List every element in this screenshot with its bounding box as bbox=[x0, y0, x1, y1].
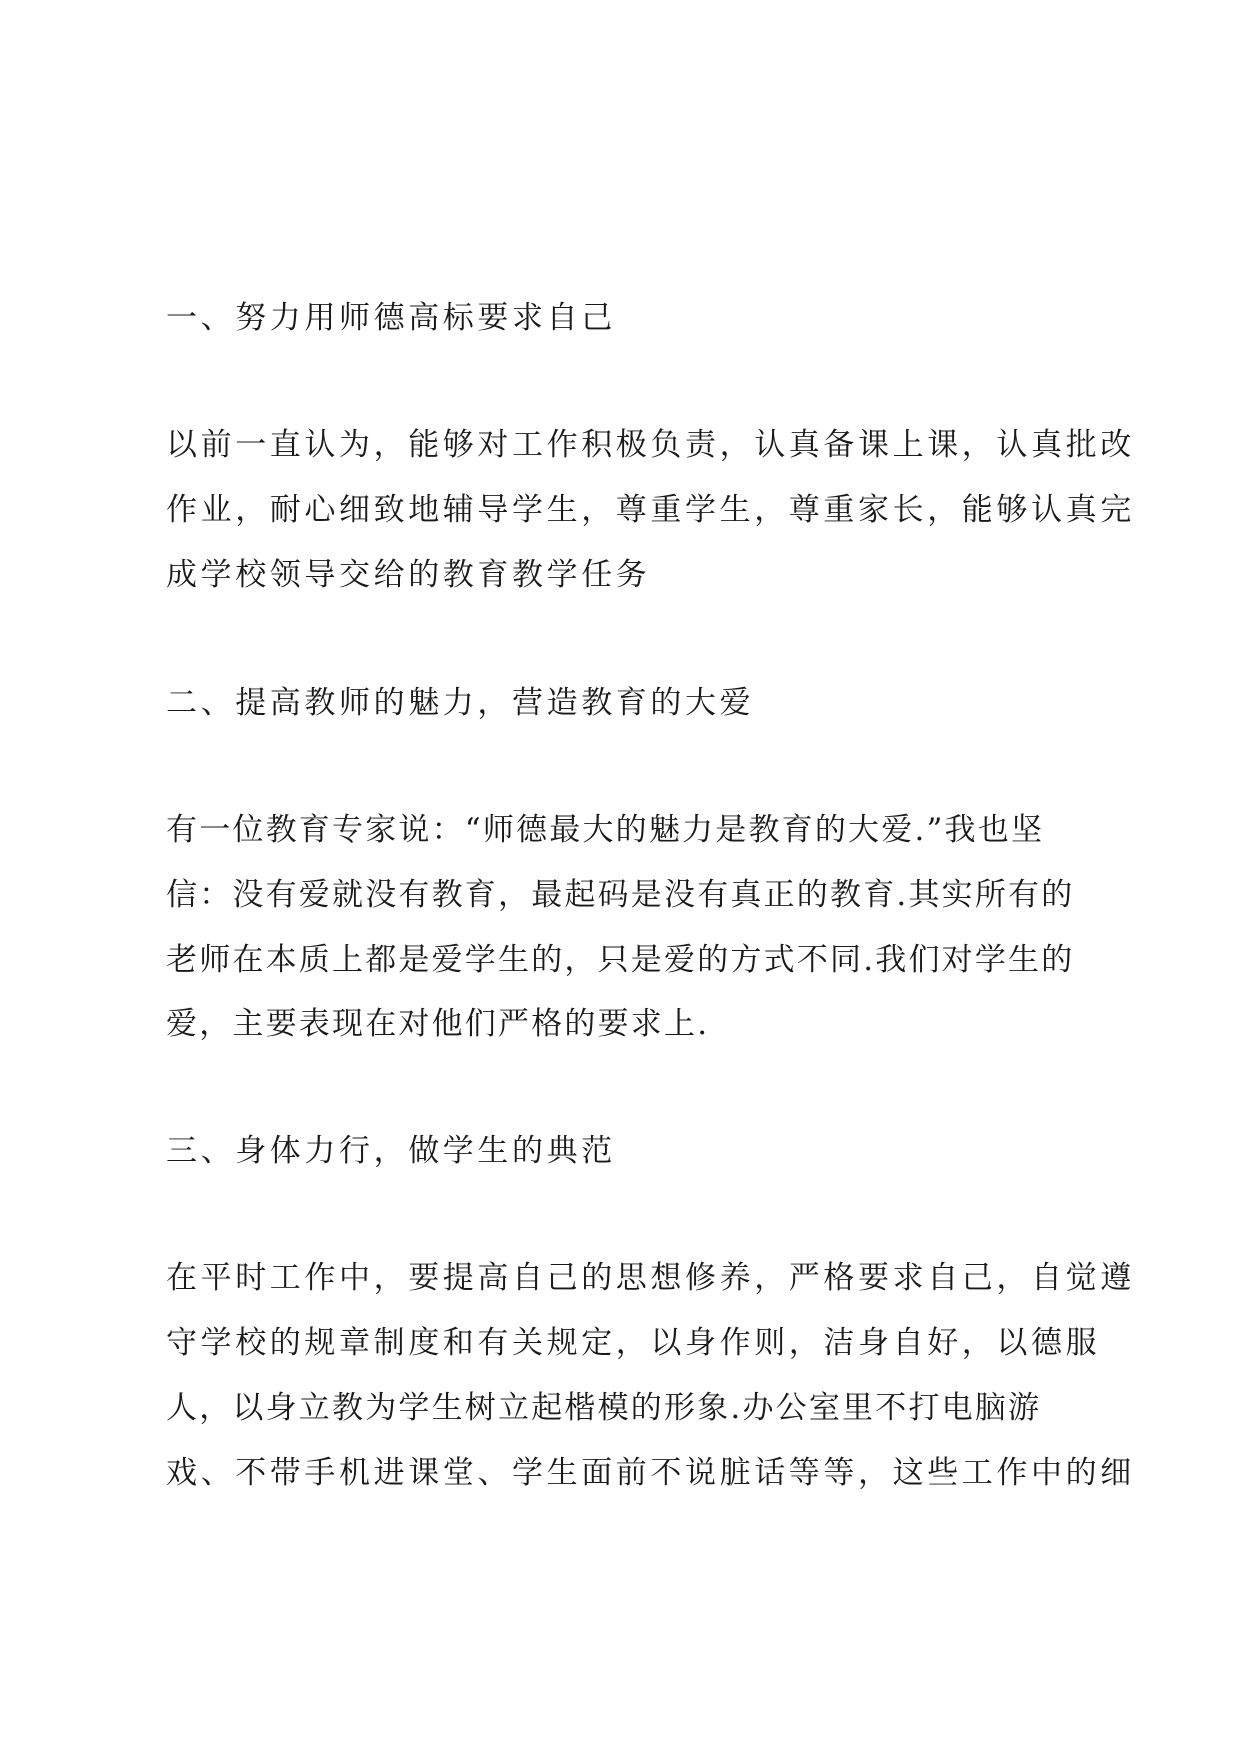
heading-3: 三、身体力行，做学生的典范 bbox=[166, 1133, 616, 1169]
paragraph-2-line-4: 爱，主要表现在对他们严格的要求上. bbox=[166, 1006, 710, 1042]
paragraph-3-line-1: 在平时工作中，要提高自己的思想修养，严格要求自己，自觉遵 bbox=[166, 1260, 1135, 1296]
paragraph-1-line-3: 成学校领导交给的教育教学任务 bbox=[166, 557, 651, 593]
paragraph-3-line-4: 戏、不带手机进课堂、学生面前不说脏话等等，这些工作中的细 bbox=[166, 1455, 1135, 1491]
paragraph-1-line-2: 作业，耐心细致地辅导学生，尊重学生，尊重家长，能够认真完 bbox=[166, 492, 1135, 528]
paragraph-3-line-3: 人，以身立教为学生树立起楷模的形象.办公室里不打电脑游 bbox=[166, 1390, 1042, 1426]
paragraph-2-line-3: 老师在本质上都是爱学生的，只是爱的方式不同.我们对学生的 bbox=[166, 942, 1075, 978]
heading-1: 一、努力用师德高标要求自己 bbox=[166, 300, 616, 336]
paragraph-3-line-2: 守学校的规章制度和有关规定，以身作则，洁身自好，以德服 bbox=[166, 1325, 1101, 1361]
heading-2: 二、提高教师的魅力，营造教育的大爱 bbox=[166, 685, 755, 721]
paragraph-2-line-2: 信：没有爱就没有教育，最起码是没有真正的教育.其实所有的 bbox=[166, 877, 1075, 913]
paragraph-1-line-1: 以前一直认为，能够对工作积极负责，认真备课上课，认真批改 bbox=[166, 427, 1135, 463]
paragraph-2-line-1: 有一位教育专家说：“师德最大的魅力是教育的大爱.”我也坚 bbox=[166, 812, 1045, 848]
